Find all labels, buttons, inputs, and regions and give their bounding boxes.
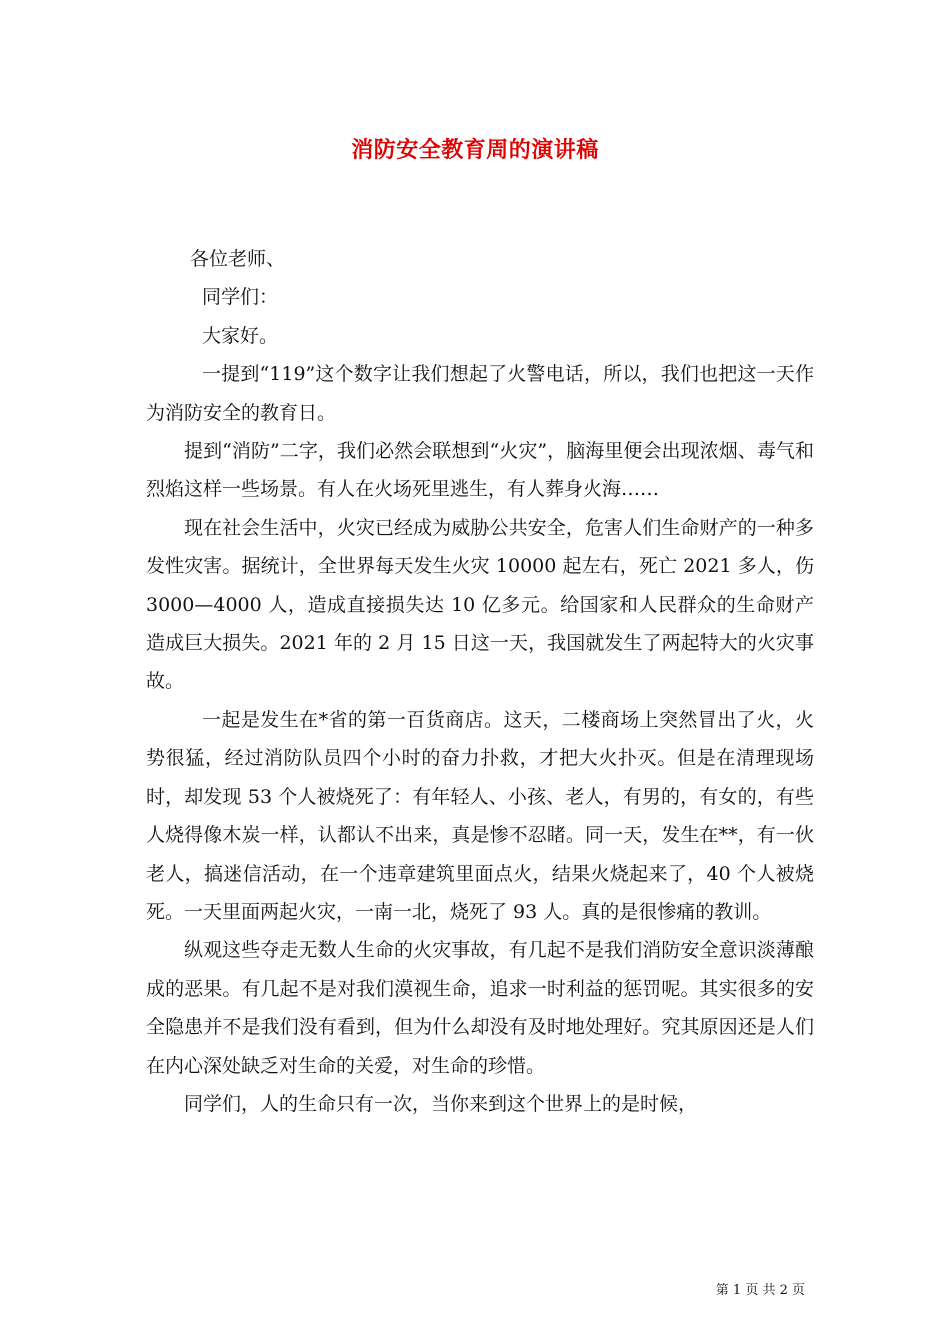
paragraph-2: 提到“消防”二字，我们必然会联想到“火灾”，脑海里便会出现浓烟、毒气和烈焰这样一些场景。有人在火场死里逃生，有人葬身火海…… — [146, 440, 814, 501]
paragraph-5: 纵观这些夺走无数人生命的火灾事故，有几起不是我们消防安全意识淡薄酿成的恶果。有几起不是对我们漠视生命，追求一时利益的惩罚呢。其实很多的安全隐患并不是我们没有看到，但为什么却没有及时地处理好。究其原因还是人们在内心深处缺乏对生命的关爱，对生命的珍惜。 — [146, 939, 814, 1077]
document-body — [146, 240, 814, 1123]
salutation-line-1: 各位老师、 — [190, 248, 286, 270]
greeting-line: 大家好。 — [202, 324, 279, 347]
document-title: 消防安全教育周的演讲稿 — [351, 137, 599, 163]
salutation-line-2: 同学们： — [202, 286, 279, 309]
paragraph-4: 一起是发生在*省的第一百货商店。这天，二楼商场上突然冒出了火，火势很猛，经过消防队员四个小时的奋力扑救，才把大火扑灭。但是在清理现场时，却发现 53 个人被烧死了：有年轻人、小孩、老人，有男的，有女的，有些人烧得像木炭一样，认都认不出来，真是惨不忍睹。同一天，发生在**，有一伙老人，搞迷信活动，在一个违章建筑里面点火，结果火烧起来了，40 个人被烧死。一天里面两起火灾，一南一北，烧死了 93 人。真的是很惨痛的教训。 — [146, 708, 814, 923]
paragraph-6: 同学们，人的生命只有一次，当你来到这个世界上的是时候， — [184, 1092, 698, 1115]
paragraph-3: 现在社会生活中，火灾已经成为威胁公共安全，危害人们生命财产的一种多发性灾害。据统计，全世界每天发生火灾 10000 起左右，死亡 2021 多人，伤 3000—4000 人，造成直接损失达 10 亿多元。给国家和人民群众的生命财产造成巨大损失。2021 年的 2 月 15 日这一天，我国就发生了两起特大的火灾事故。 — [146, 516, 814, 693]
paragraph-1: 一提到“119”这个数字让我们想起了火警电话，所以，我们也把这一天作为消防安全的教育日。 — [146, 363, 814, 424]
page-number-footer: 第 1 页 共 2 页 — [715, 1283, 805, 1298]
